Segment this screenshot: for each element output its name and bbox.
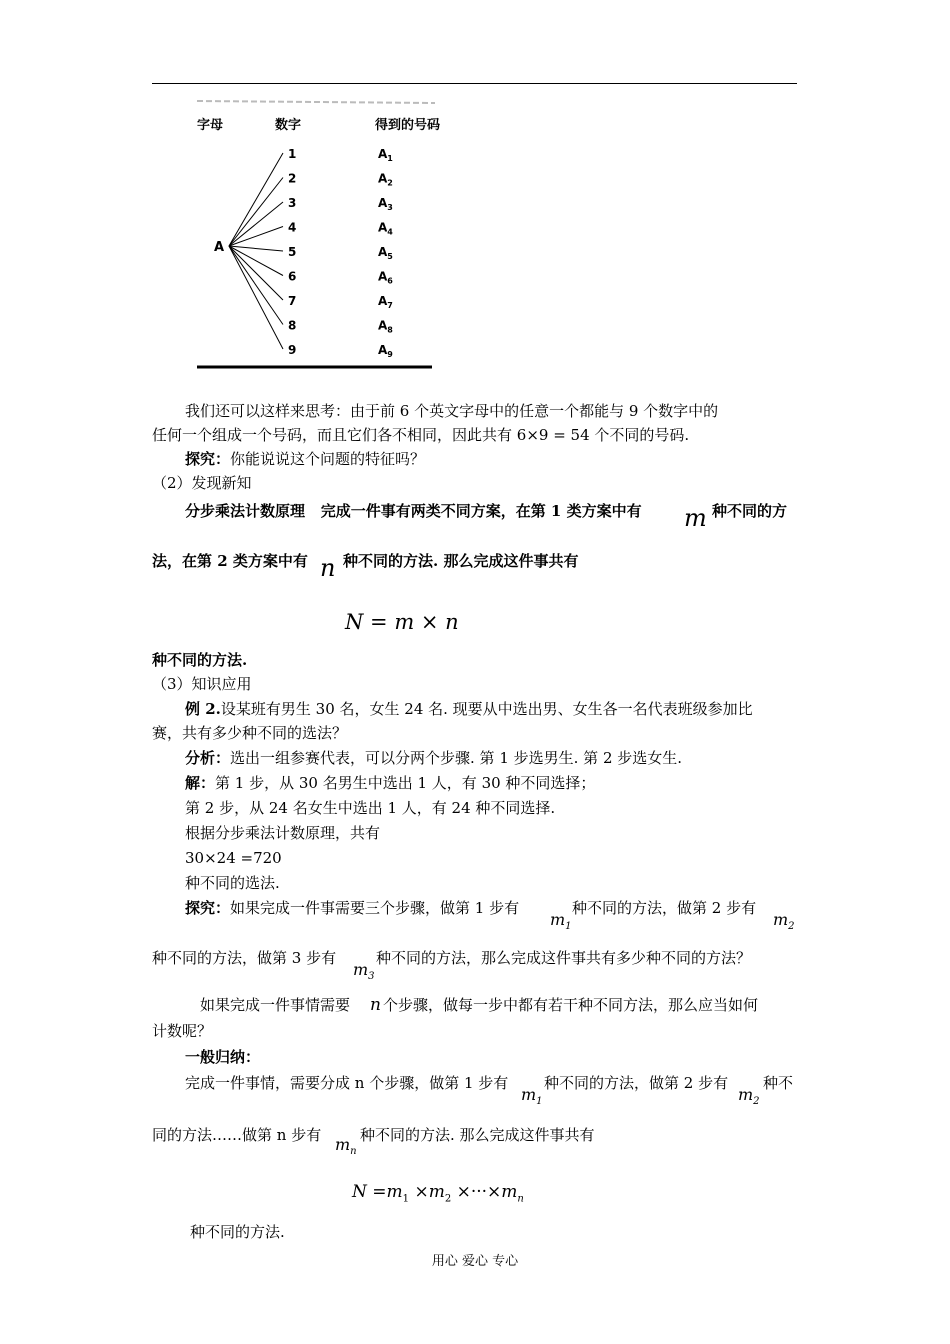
var-n: n bbox=[320, 554, 336, 582]
explore-1-label: 探究： bbox=[185, 450, 231, 468]
principle-line-2a: 法，在第 2 类方案中有 bbox=[152, 552, 308, 570]
digit-label: 3 bbox=[288, 196, 297, 210]
tree-diagram bbox=[185, 95, 445, 375]
gf-times: × bbox=[414, 1182, 429, 1202]
general-line-1c: 种不 bbox=[763, 1074, 794, 1092]
gf-mn-sub: n bbox=[517, 1193, 524, 1205]
gf-dots: ×···× bbox=[456, 1182, 502, 1202]
digit-label: 8 bbox=[288, 318, 297, 333]
example-label: 例 2. bbox=[185, 700, 221, 718]
gf-eq: = bbox=[372, 1182, 387, 1202]
explore-2-line-1a-text: 如果完成一件事需要三个步骤，做第 1 步有 bbox=[230, 899, 520, 917]
g-m2-base: m bbox=[738, 1085, 754, 1104]
code-label: $A_2$ bbox=[378, 171, 393, 188]
var-general-mn bbox=[335, 1135, 357, 1162]
gf-m2: m bbox=[428, 1182, 445, 1202]
solution-line-1-text: 第 1 步，从 30 名男生中选出 1 人，有 30 种不同选择； bbox=[215, 774, 596, 792]
general-label: 一般归纳： bbox=[185, 1048, 261, 1066]
m1-subscript: 1 bbox=[565, 921, 572, 933]
explore-2-line-2b: 种不同的方法，那么完成这件事共有多少种不同的方法？ bbox=[376, 949, 752, 967]
analysis-text: 选出一组参赛代表，可以分两个步骤. 第 1 步选男生. 第 2 步选女生. bbox=[230, 749, 683, 767]
g-m1-base: m bbox=[521, 1085, 537, 1104]
col-letter-header: 字母 bbox=[197, 118, 224, 133]
code-label: $A_1$ bbox=[378, 147, 393, 163]
var-m2 bbox=[773, 910, 795, 937]
diagram-top-rule bbox=[197, 101, 435, 103]
solution-line-3: 根据分步乘法计数原理，共有 bbox=[185, 824, 381, 842]
principle-line-1a: 完成一件事有两类不同方案，在第 1 类方案中有 bbox=[320, 502, 642, 520]
general-line-2a: 同的方法……做第 n 步有 bbox=[152, 1126, 322, 1144]
m2-base: m bbox=[773, 910, 789, 929]
m3-base: m bbox=[353, 960, 369, 979]
gf-m1: m bbox=[386, 1182, 403, 1202]
explore-2-line-1a bbox=[185, 898, 519, 918]
digit-label: 5 bbox=[288, 245, 297, 259]
section-3-title: （3）知识应用 bbox=[152, 675, 252, 693]
n-steps-line-1b: 个步骤，做每一步中都有若干种不同方法，那么应当如何 bbox=[383, 996, 759, 1014]
para-1-line-1: 我们还可以这样来思考：由于前 6 个英文字母中的任意一个都能与 9 个数字中的 bbox=[185, 402, 719, 420]
root-letter: A bbox=[214, 240, 225, 255]
branch-line bbox=[229, 246, 283, 349]
var-n-steps: n bbox=[370, 995, 381, 1015]
example-line-2: 赛，共有多少种不同的选法？ bbox=[152, 724, 348, 742]
digit-label: 7 bbox=[288, 294, 297, 308]
digit-label: 4 bbox=[288, 220, 297, 235]
general-formula bbox=[352, 1182, 524, 1209]
gf-m1-sub: 1 bbox=[402, 1193, 410, 1205]
m3-subscript: 3 bbox=[368, 971, 375, 983]
g-mn-base: m bbox=[335, 1135, 351, 1154]
digit-label: 6 bbox=[288, 269, 297, 284]
general-line-1b: 种不同的方法，做第 2 步有 bbox=[544, 1074, 729, 1092]
var-general-m2 bbox=[738, 1085, 760, 1112]
explore-1-text: 你能说说这个问题的特征吗？ bbox=[230, 450, 426, 468]
col-digit-header: 数字 bbox=[275, 118, 302, 133]
para-1-line-2: 任何一个组成一个号码，而且它们各不相同，因此共有 6×9 = 54 个不同的号码. bbox=[152, 426, 690, 444]
section-2-title: （2）发现新知 bbox=[152, 474, 252, 492]
solution-label: 解： bbox=[185, 774, 216, 792]
solution-line-1 bbox=[185, 773, 595, 793]
explore-2-label: 探究： bbox=[185, 899, 231, 917]
analysis-line bbox=[185, 748, 682, 768]
digit-label: 2 bbox=[288, 171, 297, 186]
code-label: $A_6$ bbox=[378, 269, 393, 286]
branch-line bbox=[229, 153, 283, 246]
var-m1 bbox=[550, 910, 572, 937]
explore-1 bbox=[185, 449, 425, 469]
analysis-label: 分析： bbox=[185, 749, 231, 767]
branch-line bbox=[229, 246, 283, 300]
explore-2-line-2a: 种不同的方法，做第 3 步有 bbox=[152, 949, 337, 967]
code-label: $A_9$ bbox=[378, 343, 393, 359]
principle-line-2b: 种不同的方法. 那么完成这件事共有 bbox=[343, 552, 579, 570]
g-mn-subscript: n bbox=[350, 1146, 357, 1158]
principle-line-1 bbox=[185, 501, 642, 521]
gf-N: N bbox=[352, 1182, 367, 1202]
code-label: $A_7$ bbox=[378, 294, 393, 310]
solution-line-2: 第 2 步，从 24 名女生中选出 1 人，有 24 种不同选择. bbox=[185, 799, 556, 817]
m1-base: m bbox=[550, 910, 566, 929]
n-steps-line-1a: 如果完成一件事情需要 bbox=[200, 996, 351, 1014]
solution-line-4: 30×24 =720 bbox=[185, 849, 282, 867]
n-steps-line-2: 计数呢？ bbox=[152, 1022, 213, 1040]
g-m2-subscript: 2 bbox=[753, 1096, 760, 1108]
gf-mn: m bbox=[501, 1182, 518, 1202]
principle-line-1b: 种不同的方 bbox=[712, 502, 788, 520]
code-label: $A_5$ bbox=[378, 245, 393, 261]
branch-line bbox=[229, 246, 283, 325]
var-general-m1 bbox=[521, 1085, 543, 1112]
general-tail: 种不同的方法. bbox=[190, 1223, 285, 1241]
code-label: $A_3$ bbox=[378, 196, 393, 212]
formula-n-equals-m-times-n: N = m × n bbox=[345, 610, 459, 634]
explore-2-line-1b: 种不同的方法，做第 2 步有 bbox=[572, 899, 757, 917]
branch-line bbox=[229, 202, 283, 246]
general-line-1a: 完成一件事情，需要分成 n 个步骤，做第 1 步有 bbox=[185, 1074, 509, 1092]
gf-m2-sub: 2 bbox=[444, 1193, 452, 1205]
digit-label: 1 bbox=[288, 147, 297, 161]
general-line-2b: 种不同的方法. 那么完成这件事共有 bbox=[360, 1126, 595, 1144]
m2-subscript: 2 bbox=[788, 921, 795, 933]
principle-tail: 种不同的方法. bbox=[152, 651, 248, 669]
example-line-1 bbox=[185, 699, 753, 719]
solution-line-5: 种不同的选法. bbox=[185, 874, 280, 892]
var-m: m bbox=[684, 504, 707, 532]
page-footer: 用心 爱心 专心 bbox=[431, 1254, 519, 1269]
header-rule bbox=[152, 83, 797, 84]
code-label: $A_4$ bbox=[378, 220, 393, 237]
var-m3 bbox=[353, 960, 375, 987]
code-label: $A_8$ bbox=[378, 318, 393, 335]
principle-title: 分步乘法计数原理 bbox=[185, 502, 306, 520]
digit-label: 9 bbox=[288, 343, 297, 357]
col-code-header: 得到的号码 bbox=[375, 118, 441, 133]
example-line-1-text: 设某班有男生 30 名，女生 24 名. 现要从中选出男、女生各一名代表班级参加比 bbox=[220, 700, 753, 718]
g-m1-subscript: 1 bbox=[536, 1096, 543, 1108]
